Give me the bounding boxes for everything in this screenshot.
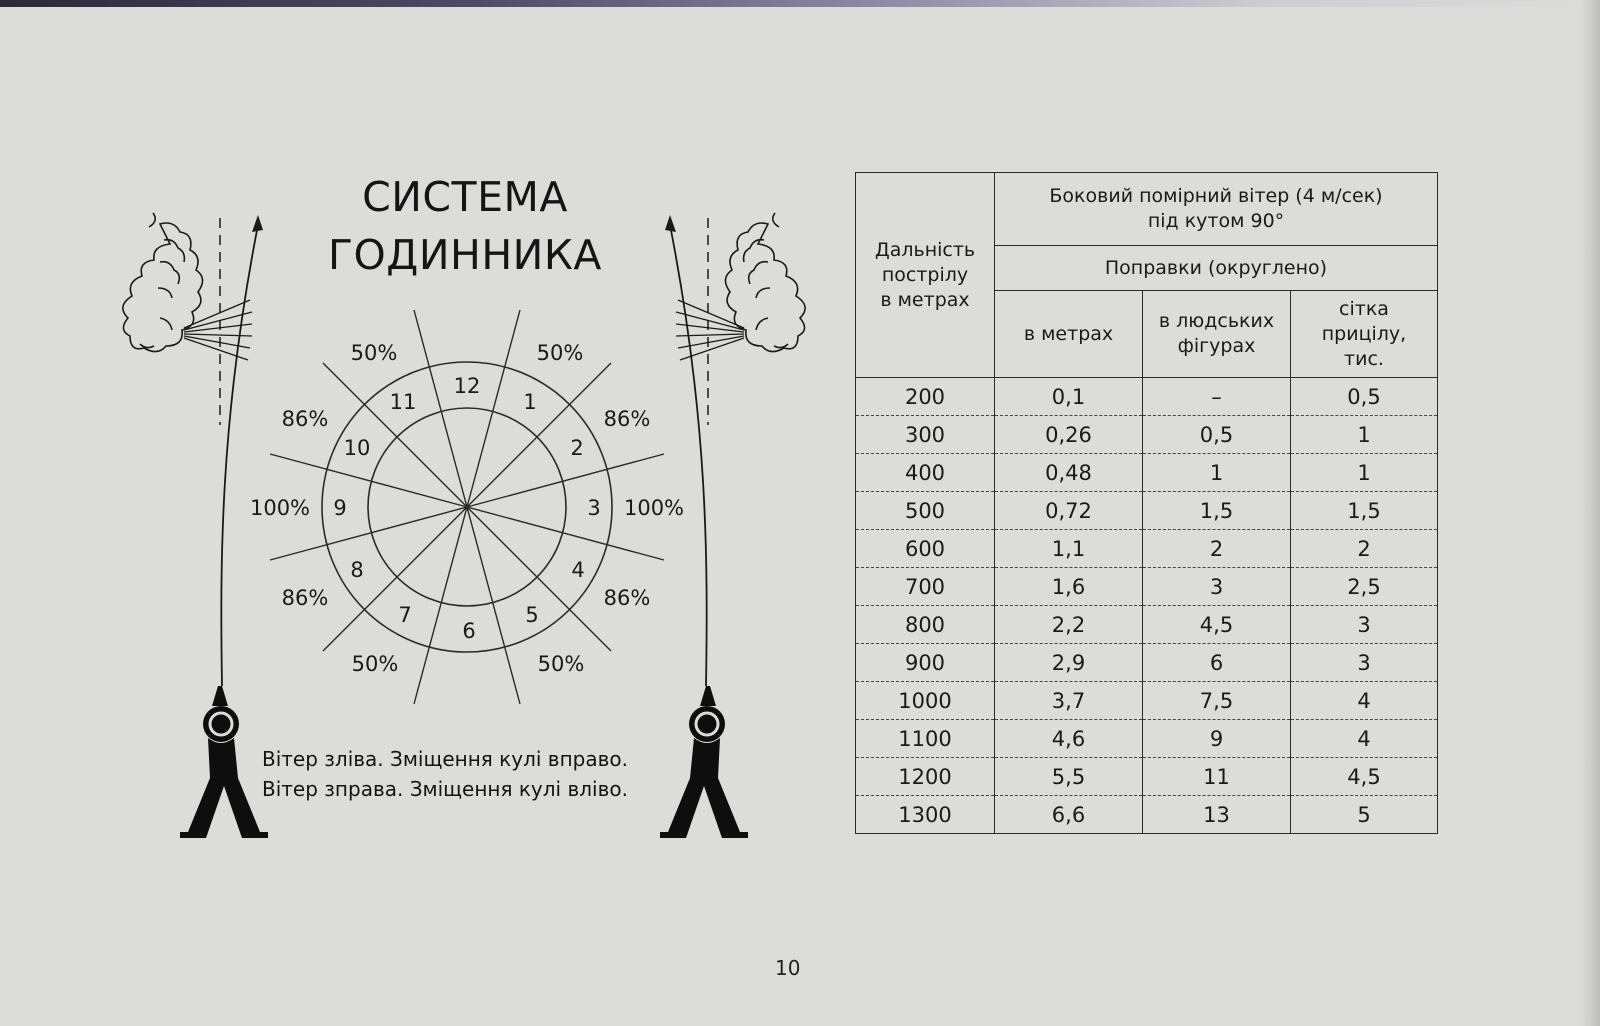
cell-figures: 2 xyxy=(1143,530,1291,568)
wind-correction-table xyxy=(855,172,1438,834)
cell-grid: 0,5 xyxy=(1291,378,1438,416)
cell-meters: 2,9 xyxy=(995,644,1143,682)
cell-range: 900 xyxy=(856,644,995,682)
cell-meters: 5,5 xyxy=(995,758,1143,796)
cell-figures: 9 xyxy=(1143,720,1291,758)
right-shooter-icon xyxy=(660,686,748,838)
cell-grid: 2,5 xyxy=(1291,568,1438,606)
hour-11: 11 xyxy=(389,390,417,414)
table-row xyxy=(856,530,1438,568)
cell-meters: 2,2 xyxy=(995,606,1143,644)
left-trajectory-arrow-icon xyxy=(252,215,263,232)
pct-upper-right: 86% xyxy=(603,407,651,431)
pct-mid-left: 100% xyxy=(249,496,311,520)
cell-grid: 2 xyxy=(1291,530,1438,568)
clock-diagram xyxy=(0,0,840,860)
cell-grid: 5 xyxy=(1291,796,1438,834)
cell-figures: 11 xyxy=(1143,758,1291,796)
pct-top-right: 50% xyxy=(536,341,584,365)
table-row xyxy=(856,378,1438,416)
wind-explanation xyxy=(262,744,628,804)
table-row xyxy=(856,568,1438,606)
cell-meters: 0,48 xyxy=(995,454,1143,492)
wind-left-text: Вітер зліва. Зміщення кулі вправо. xyxy=(262,747,628,771)
left-trajectory xyxy=(221,225,258,686)
cell-figures: 1 xyxy=(1143,454,1291,492)
header-corrections: Поправки (округлено) xyxy=(995,246,1438,291)
cell-grid: 1 xyxy=(1291,416,1438,454)
hour-2: 2 xyxy=(570,436,584,460)
hour-4: 4 xyxy=(571,558,585,582)
right-trajectory-arrow-icon xyxy=(665,215,676,232)
right-trajectory xyxy=(670,225,707,686)
header-figures xyxy=(1143,291,1291,378)
header-range-line-1: Дальність xyxy=(874,238,976,261)
cell-grid: 1,5 xyxy=(1291,492,1438,530)
cell-figures: 6 xyxy=(1143,644,1291,682)
hour-5: 5 xyxy=(525,603,539,627)
table-row xyxy=(856,682,1438,720)
header-range xyxy=(856,173,995,378)
table-row xyxy=(856,606,1438,644)
cell-grid: 4 xyxy=(1291,720,1438,758)
table-row xyxy=(856,644,1438,682)
title-line-1: СИСТЕМА xyxy=(362,173,568,221)
cell-range: 200 xyxy=(856,378,995,416)
hour-7: 7 xyxy=(398,603,412,627)
hour-9: 9 xyxy=(333,496,347,520)
hour-8: 8 xyxy=(350,558,364,582)
left-shooter-icon xyxy=(180,686,268,838)
hour-3: 3 xyxy=(587,496,601,520)
cell-grid: 3 xyxy=(1291,606,1438,644)
left-wind-rays xyxy=(184,300,252,360)
cell-figures: 4,5 xyxy=(1143,606,1291,644)
right-wind-rays xyxy=(676,300,744,360)
cell-range: 700 xyxy=(856,568,995,606)
table-row xyxy=(856,454,1438,492)
header-wind-line-2: під кутом 90° xyxy=(1147,210,1285,232)
cell-meters: 0,72 xyxy=(995,492,1143,530)
cell-range: 1200 xyxy=(856,758,995,796)
cell-range: 500 xyxy=(856,492,995,530)
page-right-edge xyxy=(1578,0,1600,1026)
cell-range: 600 xyxy=(856,530,995,568)
header-figures-line-2: фігурах xyxy=(1177,335,1256,357)
header-wind xyxy=(995,173,1438,246)
cell-grid: 3 xyxy=(1291,644,1438,682)
table-row xyxy=(856,416,1438,454)
pct-lower-right: 86% xyxy=(603,586,651,610)
cell-meters: 6,6 xyxy=(995,796,1143,834)
page-number: 10 xyxy=(775,956,801,980)
cell-meters: 0,26 xyxy=(995,416,1143,454)
header-figures-line-1: в людських xyxy=(1158,310,1275,332)
cell-figures: 0,5 xyxy=(1143,416,1291,454)
header-grid-line-3: тис. xyxy=(1344,347,1384,370)
title-line-2: ГОДИННИКА xyxy=(328,231,602,279)
table-row xyxy=(856,796,1438,834)
hour-10: 10 xyxy=(343,436,371,460)
header-meters: в метрах xyxy=(995,291,1143,378)
cell-range: 1300 xyxy=(856,796,995,834)
header-wind-line-1: Боковий помірний вітер (4 м/сек) xyxy=(1049,185,1383,207)
pct-upper-left: 86% xyxy=(281,407,329,431)
cell-range: 1100 xyxy=(856,720,995,758)
pct-bottom-right: 50% xyxy=(537,652,585,676)
header-range-line-3: в метрах xyxy=(880,288,970,311)
hour-6: 6 xyxy=(462,619,476,643)
cell-grid: 1 xyxy=(1291,454,1438,492)
cell-range: 300 xyxy=(856,416,995,454)
hour-1: 1 xyxy=(523,390,537,414)
pct-lower-left: 86% xyxy=(281,586,329,610)
cell-meters: 1,6 xyxy=(995,568,1143,606)
header-grid xyxy=(1291,291,1438,378)
cell-figures: 3 xyxy=(1143,568,1291,606)
pct-top-left: 50% xyxy=(350,341,398,365)
cell-figures: – xyxy=(1143,378,1291,416)
cell-meters: 4,6 xyxy=(995,720,1143,758)
header-grid-line-2: прицілу, xyxy=(1321,322,1407,345)
cell-range: 800 xyxy=(856,606,995,644)
wind-right-text: Вітер зправа. Зміщення кулі вліво. xyxy=(262,777,628,801)
pct-bottom-left: 50% xyxy=(351,652,399,676)
cell-range: 400 xyxy=(856,454,995,492)
clock-radial-lines xyxy=(270,310,664,704)
cell-grid: 4,5 xyxy=(1291,758,1438,796)
cell-meters: 3,7 xyxy=(995,682,1143,720)
table-row xyxy=(856,758,1438,796)
cell-grid: 4 xyxy=(1291,682,1438,720)
header-range-line-2: пострілу xyxy=(881,263,969,286)
table-row xyxy=(856,720,1438,758)
cell-range: 1000 xyxy=(856,682,995,720)
cell-meters: 0,1 xyxy=(995,378,1143,416)
hour-12: 12 xyxy=(453,374,481,398)
pct-mid-right: 100% xyxy=(623,496,685,520)
header-grid-line-1: сітка xyxy=(1339,297,1389,320)
cell-figures: 1,5 xyxy=(1143,492,1291,530)
cell-figures: 7,5 xyxy=(1143,682,1291,720)
cell-figures: 13 xyxy=(1143,796,1291,834)
table-row xyxy=(856,492,1438,530)
cell-meters: 1,1 xyxy=(995,530,1143,568)
